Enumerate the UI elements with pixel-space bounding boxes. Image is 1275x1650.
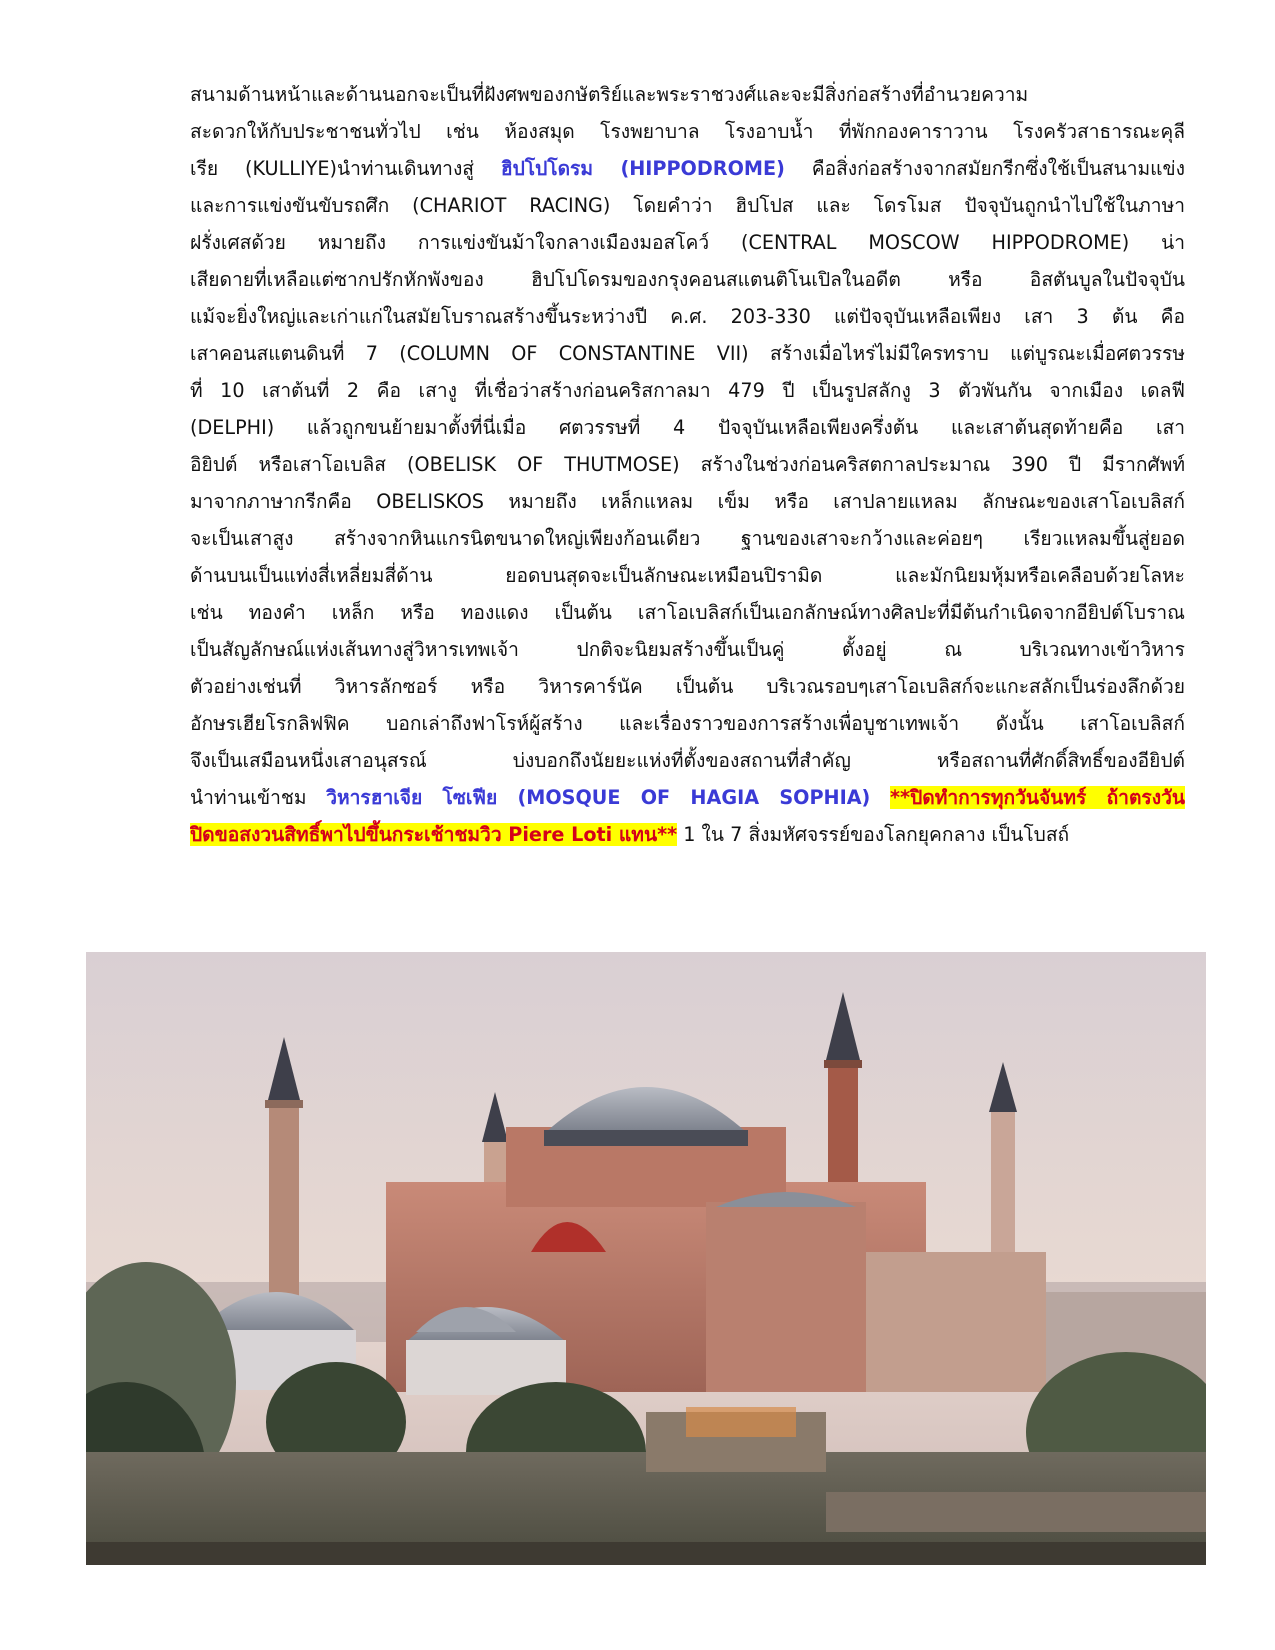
- paragraph-line: [190, 150, 1185, 187]
- text-segment: อิยิปต์ หรือเสาโอเบลิส (OBELISK OF THUTMOSE) สร้างในช่วงก่อนคริสตกาลประมาณ 390 ปี มีรากศัพท์: [190, 453, 1185, 476]
- paragraph-line: [190, 113, 1185, 150]
- paragraph-line: [190, 298, 1185, 335]
- text-segment: (DELPHI) แล้วถูกขนย้ายมาตั้งที่นี่เมื่อ ศตวรรษที่ 4 ปัจจุบันเหลือเพียงครึ่งต้น และเสาต้นสุดท้ายคือ เสา: [190, 416, 1185, 439]
- paragraph-line: [190, 668, 1185, 705]
- text-segment: เสียดายที่เหลือแต่ซากปรักหักพังของ ฮิปโปโดรมของกรุงคอนสแตนติโนเปิลในอดีต หรือ อิสตันบูลในปัจจุบัน: [190, 268, 1185, 291]
- paragraph-line: [190, 372, 1185, 409]
- text-segment: [870, 786, 890, 809]
- paragraph-line: [190, 483, 1185, 520]
- text-segment: ฝรั่งเศสด้วย หมายถึง การแข่งขันม้าใจกลางเมืองมอสโคว์ (CENTRAL MOSCOW HIPPODROME) น่า: [190, 231, 1185, 254]
- text-segment: คือสิ่งก่อสร้างจากสมัยกรีกซึ่งใช้เป็นสนามแข่ง: [784, 157, 1185, 180]
- text-segment: ด้านบนเป็นแท่งสี่เหลี่ยมสี่ด้าน ยอดบนสุดจะเป็นลักษณะเหมือนปิรามิด และมักนิยมหุ้มหรือเคลือบด้วยโลหะ: [190, 564, 1185, 587]
- hagia-sophia-photo: [86, 952, 1206, 1565]
- text-segment: มาจากภาษากรีกคือ OBELISKOS หมายถึง เหล็กแหลม เข็ม หรือ เสาปลายแหลม ลักษณะของเสาโอเบลิสก์: [190, 490, 1185, 513]
- paragraph-line: [190, 187, 1185, 224]
- paragraph-line: [190, 816, 1185, 853]
- text-segment: เป็นสัญลักษณ์แห่งเส้นทางสู่วิหารเทพเจ้า ปกติจะนิยมสร้างขึ้นเป็นคู่ ตั้งอยู่ ณ บริเวณทางเข้าวิหาร: [190, 638, 1185, 661]
- text-segment: ที่ 10 เสาต้นที่ 2 คือ เสางู ที่เชื่อว่าสร้างก่อนคริสกาลมา 479 ปี เป็นรูปสลักงู 3 ตัวพันกัน จากเมือง เดลฟี: [190, 379, 1185, 402]
- paragraph-line: [190, 261, 1185, 298]
- text-segment: 1 ใน 7 สิ่งมหัศจรรย์ของโลกยุคกลาง เป็นโบสถ์: [677, 823, 1070, 846]
- place-name-highlight: วิหารฮาเจีย โซเฟีย (MOSQUE OF HAGIA SOPHIA): [326, 786, 871, 809]
- paragraph-line: [190, 779, 1185, 816]
- text-segment: เรีย (KULLIYE)นำท่านเดินทางสู่: [190, 157, 501, 180]
- paragraph-line: [190, 224, 1185, 261]
- text-segment: ตัวอย่างเช่นที่ วิหารลักซอร์ หรือ วิหารคาร์นัค เป็นต้น บริเวณรอบๆเสาโอเบลิสก์จะแกะสลักเป็นร่องลึกด้วย: [190, 675, 1185, 698]
- text-segment: แม้จะยิ่งใหญ่และเก่าแก่ในสมัยโบราณสร้างขึ้นระหว่างปี ค.ศ. 203-330 แต่ปัจจุบันเหลือเพียง เสา 3 ต้น คือ: [190, 305, 1185, 328]
- text-segment: สะดวกให้กับประชาชนทั่วไป เช่น ห้องสมุด โรงพยาบาล โรงอาบน้ำ ที่พักกองคาราวาน โรงครัวสาธารณะคุลี: [190, 120, 1185, 143]
- text-segment: อักษรเฮียโรกลิฟฟิค บอกเล่าถึงฟาโรห์ผู้สร้าง และเรื่องราวของการสร้างเพื่อบูชาเทพเจ้า ดังนั้น เสาโอเบลิสก์: [190, 712, 1185, 735]
- paragraph-line: [190, 76, 1185, 113]
- place-name-highlight: ฮิปโปโดรม (HIPPODROME): [500, 157, 785, 180]
- paragraph-line: [190, 520, 1185, 557]
- paragraph-line: [190, 705, 1185, 742]
- text-segment: จะเป็นเสาสูง สร้างจากหินแกรนิตขนาดใหญ่เพียงก้อนเดียว ฐานของเสาจะกว้างและค่อยๆ เรียวแหลมขึ้นสู่ยอด: [190, 527, 1185, 550]
- body-paragraph: [190, 76, 1185, 853]
- paragraph-line: [190, 409, 1185, 446]
- text-segment: และการแข่งขันขับรถศึก (CHARIOT RACING) โดยคำว่า ฮิปโปส และ โดรโมส ปัจจุบันถูกนำไปใช้ในภาษา: [190, 194, 1185, 217]
- closing-notice-highlight: ปิดขอสงวนสิทธิ์พาไปขึ้นกระเช้าชมวิว Piere Loti แทน**: [190, 823, 678, 846]
- paragraph-line: [190, 631, 1185, 668]
- paragraph-line: [190, 557, 1185, 594]
- text-segment: เสาคอนสแตนดินที่ 7 (COLUMN OF CONSTANTINE VII) สร้างเมื่อไหร่ไม่มีใครทราบ แต่บูรณะเมื่อศตวรรษ: [190, 342, 1185, 365]
- text-segment: นำท่านเข้าชม: [190, 786, 327, 809]
- paragraph-line: [190, 446, 1185, 483]
- paragraph-line: [190, 594, 1185, 631]
- text-segment: จึงเป็นเสมือนหนึ่งเสาอนุสรณ์ บ่งบอกถึงนัยยะแห่งที่ตั้งของสถานที่สำคัญ หรือสถานที่ศักดิ์สิทธิ์ของอียิปต์: [190, 749, 1185, 772]
- text-segment: เช่น ทองคำ เหล็ก หรือ ทองแดง เป็นต้น เสาโอเบลิสก์เป็นเอกลักษณ์ทางศิลปะที่มีต้นกำเนิดจากอียิปต์โบราณ: [190, 601, 1185, 624]
- closing-notice-highlight: **ปิดทำการทุกวันจันทร์ ถ้าตรงวัน: [890, 786, 1185, 809]
- paragraph-line: [190, 742, 1185, 779]
- text-segment: สนามด้านหน้าและด้านนอกจะเป็นที่ฝังศพของกษัตริย์และพระราชวงศ์และจะมีสิ่งก่อสร้างที่อำนวยความ: [190, 83, 1029, 106]
- paragraph-line: [190, 335, 1185, 372]
